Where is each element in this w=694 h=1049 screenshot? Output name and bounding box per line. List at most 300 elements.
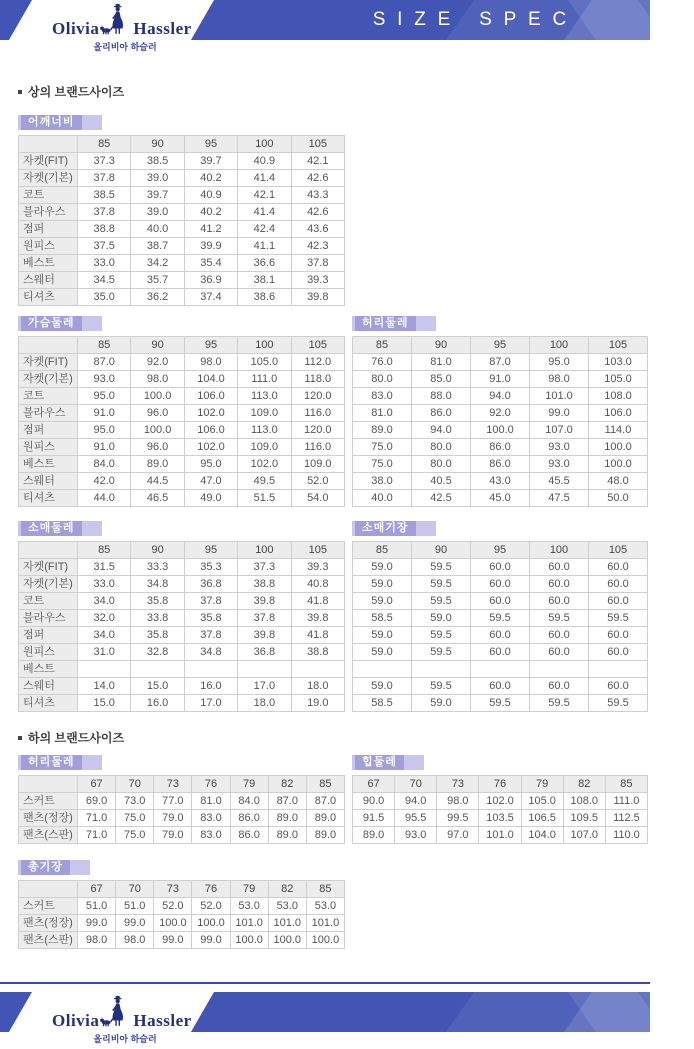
size-value-cell: 101.0 (306, 915, 344, 932)
size-column-header: 73 (154, 881, 192, 898)
section-title-text: 상의 브랜드사이즈 (28, 85, 125, 99)
brand-name-left: Olivia (52, 1011, 100, 1030)
corner-cell (19, 542, 78, 559)
size-value-cell: 42.5 (412, 490, 471, 507)
row-label: 베스트 (19, 661, 78, 678)
size-value-cell: 105.0 (521, 793, 563, 810)
size-value-cell: 91.5 (353, 810, 395, 827)
corner-cell (19, 337, 78, 354)
size-value-cell: 39.3 (291, 559, 344, 576)
size-value-cell: 85.0 (412, 371, 471, 388)
table-row (19, 559, 345, 576)
size-value-cell: 101.0 (530, 388, 589, 405)
size-value-cell: 49.0 (184, 490, 237, 507)
size-value-cell: 83.0 (192, 810, 230, 827)
size-value-cell: 84.0 (230, 793, 268, 810)
table-row (353, 661, 648, 678)
size-value-cell: 103.5 (479, 810, 521, 827)
table-row (353, 610, 648, 627)
size-value-cell: 89.0 (353, 827, 395, 844)
table-row (19, 490, 345, 507)
size-value-cell: 41.2 (184, 221, 237, 238)
row-label: 자켓(FIT) (19, 559, 78, 576)
size-value-cell: 14.0 (78, 678, 131, 695)
size-value-cell: 38.8 (78, 221, 131, 238)
size-value-cell: 102.0 (238, 456, 291, 473)
sleeve-length-block (352, 521, 648, 712)
row-label: 베스트 (19, 456, 78, 473)
tag-accent (70, 860, 90, 875)
table-row (19, 793, 345, 810)
size-value-cell: 41.4 (238, 170, 291, 187)
table-row (353, 593, 648, 610)
size-value-cell: 95.0 (78, 388, 131, 405)
tag-accent (416, 521, 436, 536)
row-label: 스웨터 (19, 678, 78, 695)
size-value-cell: 120.0 (291, 388, 344, 405)
table-row (353, 576, 648, 593)
size-column-header: 100 (238, 542, 291, 559)
row-label: 팬츠(스판) (19, 932, 78, 949)
size-value-cell: 109.0 (238, 439, 291, 456)
corner-cell (19, 136, 78, 153)
size-value-cell: 99.0 (116, 915, 154, 932)
waist-bottom-block (18, 755, 345, 844)
size-value-cell: 60.0 (589, 593, 648, 610)
size-value-cell: 40.2 (184, 170, 237, 187)
size-value-cell: 42.6 (291, 170, 344, 187)
size-value-cell: 36.9 (184, 272, 237, 289)
size-value-cell: 59.0 (353, 644, 412, 661)
size-value-cell: 116.0 (291, 439, 344, 456)
row-label: 팬츠(정장) (19, 915, 78, 932)
size-value-cell: 53.0 (230, 898, 268, 915)
table-row (19, 898, 345, 915)
size-value-cell: 46.5 (131, 490, 184, 507)
table-tag-waist-top (352, 316, 436, 331)
size-column-header: 90 (412, 542, 471, 559)
size-value-cell: 75.0 (116, 810, 154, 827)
size-value-cell: 89.0 (268, 827, 306, 844)
size-column-header: 90 (131, 542, 184, 559)
size-value-cell: 47.5 (530, 490, 589, 507)
tag-label: 총기장 (21, 860, 70, 875)
size-value-cell: 110.0 (605, 827, 647, 844)
table-header-row (353, 776, 648, 793)
size-value-cell: 33.0 (78, 576, 131, 593)
size-column-header: 82 (268, 776, 306, 793)
brand-logo (52, 2, 192, 38)
size-value-cell: 88.0 (412, 388, 471, 405)
size-value-cell: 98.0 (78, 932, 116, 949)
tag-label: 소매기장 (355, 521, 416, 536)
size-value-cell: 60.0 (471, 593, 530, 610)
size-column-header: 67 (78, 776, 116, 793)
size-value-cell: 37.8 (184, 627, 237, 644)
size-value-cell: 60.0 (471, 678, 530, 695)
row-label: 코트 (19, 388, 78, 405)
size-value-cell: 79.0 (154, 810, 192, 827)
table-row (19, 593, 345, 610)
size-value-cell: 18.0 (238, 695, 291, 712)
size-value-cell: 49.5 (238, 473, 291, 490)
size-column-header: 82 (563, 776, 605, 793)
tag-label: 소매둘레 (21, 521, 82, 536)
size-value-cell: 118.0 (291, 371, 344, 388)
size-value-cell: 38.5 (131, 153, 184, 170)
size-value-cell: 59.5 (412, 576, 471, 593)
table-row (19, 456, 345, 473)
shoulder-width-block (18, 115, 345, 306)
size-value-cell: 51.5 (238, 490, 291, 507)
size-value-cell: 34.8 (131, 576, 184, 593)
section-title-top (18, 83, 650, 100)
size-value-cell: 35.3 (184, 559, 237, 576)
size-value-cell: 94.0 (471, 388, 530, 405)
table-row (19, 405, 345, 422)
size-column-header: 90 (131, 136, 184, 153)
size-value-cell: 91.0 (78, 439, 131, 456)
row-label: 점퍼 (19, 221, 78, 238)
table-row (19, 153, 345, 170)
size-value-cell: 96.0 (131, 405, 184, 422)
shoulder-width-table (18, 135, 345, 306)
size-value-cell: 59.0 (353, 576, 412, 593)
table-row (353, 490, 648, 507)
size-value-cell: 60.0 (530, 627, 589, 644)
size-column-header: 95 (471, 542, 530, 559)
size-value-cell: 36.8 (238, 644, 291, 661)
size-value-cell: 103.0 (589, 354, 648, 371)
size-value-cell: 91.0 (78, 405, 131, 422)
size-value-cell: 98.0 (437, 793, 479, 810)
table-row (19, 932, 345, 949)
page-title: SIZE SPEC (372, 9, 578, 30)
spec-table (18, 880, 345, 949)
chest-block (18, 316, 345, 507)
size-column-header: 76 (192, 881, 230, 898)
size-value-cell: 51.0 (116, 898, 154, 915)
size-column-header: 70 (395, 776, 437, 793)
table-row (19, 610, 345, 627)
chest-table (18, 336, 345, 507)
size-column-header: 105 (291, 136, 344, 153)
table-row (19, 915, 345, 932)
table-tag-hip (352, 755, 424, 770)
tag-label: 힙둘레 (355, 755, 404, 770)
size-value-cell: 59.0 (353, 559, 412, 576)
size-value-cell: 42.4 (238, 221, 291, 238)
size-value-cell: 112.0 (291, 354, 344, 371)
size-column-header: 95 (184, 542, 237, 559)
size-value-cell: 107.0 (563, 827, 605, 844)
row-label: 자켓(기본) (19, 371, 78, 388)
size-value-cell: 59.5 (412, 678, 471, 695)
size-value-cell (471, 661, 530, 678)
size-value-cell: 106.0 (184, 388, 237, 405)
size-column-header: 100 (530, 337, 589, 354)
size-value-cell: 100.0 (268, 932, 306, 949)
size-value-cell: 34.0 (78, 593, 131, 610)
row-label: 코트 (19, 593, 78, 610)
size-value-cell: 60.0 (471, 559, 530, 576)
row-label: 점퍼 (19, 627, 78, 644)
row-label: 원피스 (19, 238, 78, 255)
table-row (353, 473, 648, 490)
square-bullet-icon (18, 736, 22, 740)
size-value-cell: 95.0 (184, 456, 237, 473)
size-value-cell: 52.0 (291, 473, 344, 490)
size-value-cell: 80.0 (412, 439, 471, 456)
size-value-cell: 113.0 (238, 388, 291, 405)
size-value-cell (412, 661, 471, 678)
size-value-cell: 51.0 (78, 898, 116, 915)
row-label: 스커트 (19, 898, 78, 915)
size-value-cell: 37.8 (184, 593, 237, 610)
size-value-cell: 36.8 (184, 576, 237, 593)
size-column-header: 95 (471, 337, 530, 354)
size-value-cell: 99.0 (192, 932, 230, 949)
tag-accent (82, 316, 102, 331)
size-value-cell (530, 661, 589, 678)
size-value-cell: 39.7 (184, 153, 237, 170)
size-value-cell: 41.8 (291, 627, 344, 644)
size-value-cell: 59.5 (589, 695, 648, 712)
size-value-cell: 36.6 (238, 255, 291, 272)
size-value-cell: 83.0 (192, 827, 230, 844)
size-column-header: 90 (412, 337, 471, 354)
waist-top-table (352, 336, 648, 507)
size-value-cell: 59.0 (412, 610, 471, 627)
size-column-header: 85 (306, 881, 344, 898)
size-value-cell: 87.0 (78, 354, 131, 371)
size-value-cell: 42.1 (238, 187, 291, 204)
size-value-cell: 99.0 (78, 915, 116, 932)
size-value-cell: 59.5 (471, 610, 530, 627)
size-value-cell: 38.5 (78, 187, 131, 204)
size-column-header: 85 (306, 776, 344, 793)
size-value-cell: 40.0 (131, 221, 184, 238)
size-value-cell: 104.0 (184, 371, 237, 388)
size-value-cell: 98.0 (530, 371, 589, 388)
size-value-cell: 47.0 (184, 473, 237, 490)
size-value-cell: 40.8 (291, 576, 344, 593)
brand-name-korean: 올리비아 하슬러 (93, 42, 157, 52)
row-label: 원피스 (19, 439, 78, 456)
size-value-cell: 16.0 (131, 695, 184, 712)
table-row (353, 695, 648, 712)
size-value-cell: 53.0 (268, 898, 306, 915)
table-row (19, 422, 345, 439)
row-label: 자켓(FIT) (19, 153, 78, 170)
size-column-header: 70 (116, 881, 154, 898)
table-row (353, 827, 648, 844)
tag-accent (82, 521, 102, 536)
size-value-cell: 87.0 (306, 793, 344, 810)
size-value-cell: 105.0 (589, 371, 648, 388)
table-row (19, 371, 345, 388)
row-label: 티셔츠 (19, 289, 78, 306)
size-value-cell: 60.0 (589, 627, 648, 644)
size-value-cell: 60.0 (471, 576, 530, 593)
table-row (19, 255, 345, 272)
row-label: 블라우스 (19, 610, 78, 627)
size-value-cell: 79.0 (154, 827, 192, 844)
size-value-cell (131, 661, 184, 678)
size-value-cell (238, 661, 291, 678)
size-column-header: 100 (238, 136, 291, 153)
size-value-cell (78, 661, 131, 678)
size-column-header: 100 (530, 542, 589, 559)
size-value-cell: 50.0 (589, 490, 648, 507)
size-value-cell: 60.0 (471, 644, 530, 661)
size-value-cell: 35.7 (131, 272, 184, 289)
size-value-cell: 60.0 (589, 644, 648, 661)
size-value-cell: 43.0 (471, 473, 530, 490)
size-value-cell (184, 661, 237, 678)
section-title-text: 하의 브랜드사이즈 (28, 731, 125, 745)
size-value-cell: 89.0 (268, 810, 306, 827)
table-header-row (19, 136, 345, 153)
table-row (353, 559, 648, 576)
size-value-cell: 100.0 (154, 915, 192, 932)
row-label: 스커트 (19, 793, 78, 810)
size-column-header: 67 (353, 776, 395, 793)
table-row (353, 371, 648, 388)
size-value-cell: 86.0 (230, 810, 268, 827)
size-value-cell: 101.0 (268, 915, 306, 932)
size-value-cell: 100.0 (589, 439, 648, 456)
hip-table (352, 775, 648, 844)
size-value-cell: 41.4 (238, 204, 291, 221)
size-value-cell: 37.3 (78, 153, 131, 170)
table-row (19, 627, 345, 644)
size-value-cell: 99.0 (154, 932, 192, 949)
size-value-cell: 48.0 (589, 473, 648, 490)
table-row (353, 388, 648, 405)
brand-logo (52, 994, 192, 1030)
size-column-header: 79 (230, 776, 268, 793)
size-value-cell: 59.5 (412, 559, 471, 576)
tag-label: 허리둘레 (21, 755, 82, 770)
table-row (19, 272, 345, 289)
size-column-header: 85 (353, 542, 412, 559)
size-value-cell: 38.1 (238, 272, 291, 289)
size-value-cell: 32.8 (131, 644, 184, 661)
tag-label: 허리둘레 (355, 316, 416, 331)
size-value-cell: 100.0 (471, 422, 530, 439)
table-row (19, 204, 345, 221)
size-value-cell: 98.0 (116, 932, 154, 949)
size-value-cell: 105.0 (238, 354, 291, 371)
size-value-cell: 39.9 (184, 238, 237, 255)
size-value-cell: 52.0 (154, 898, 192, 915)
size-value-cell: 59.5 (412, 627, 471, 644)
size-value-cell: 39.0 (131, 204, 184, 221)
size-value-cell: 37.8 (238, 610, 291, 627)
size-value-cell: 40.0 (353, 490, 412, 507)
size-value-cell: 86.0 (471, 456, 530, 473)
size-value-cell: 114.0 (589, 422, 648, 439)
size-value-cell: 116.0 (291, 405, 344, 422)
size-value-cell: 43.6 (291, 221, 344, 238)
size-value-cell: 37.3 (238, 559, 291, 576)
size-value-cell: 15.0 (78, 695, 131, 712)
size-value-cell: 89.0 (306, 810, 344, 827)
size-column-header: 95 (184, 337, 237, 354)
size-value-cell: 107.0 (530, 422, 589, 439)
size-value-cell: 17.0 (238, 678, 291, 695)
size-value-cell: 31.5 (78, 559, 131, 576)
size-value-cell: 84.0 (78, 456, 131, 473)
spec-table (18, 775, 345, 844)
table-tag-chest (18, 316, 102, 331)
tag-accent (416, 316, 436, 331)
table-row (19, 187, 345, 204)
size-value-cell: 59.0 (412, 695, 471, 712)
sleeve-width-block (18, 521, 345, 712)
row-label: 코트 (19, 187, 78, 204)
table-header-row (19, 881, 345, 898)
chest-waist-row (18, 316, 650, 507)
size-value-cell: 76.0 (353, 354, 412, 371)
size-value-cell: 111.0 (238, 371, 291, 388)
size-value-cell: 89.0 (353, 422, 412, 439)
size-value-cell: 39.8 (238, 593, 291, 610)
table-row (19, 289, 345, 306)
size-value-cell: 59.5 (412, 644, 471, 661)
size-value-cell: 77.0 (154, 793, 192, 810)
size-column-header: 85 (78, 542, 131, 559)
spec-table (352, 541, 648, 712)
row-label: 점퍼 (19, 422, 78, 439)
size-value-cell: 36.2 (131, 289, 184, 306)
size-value-cell: 97.0 (437, 827, 479, 844)
table-header-row (19, 542, 345, 559)
size-value-cell: 100.0 (192, 915, 230, 932)
size-value-cell: 37.4 (184, 289, 237, 306)
size-value-cell: 41.8 (291, 593, 344, 610)
row-label: 블라우스 (19, 204, 78, 221)
size-value-cell: 38.6 (238, 289, 291, 306)
table-tag-sleeve-width (18, 521, 102, 536)
table-row (19, 473, 345, 490)
table-row (19, 388, 345, 405)
size-value-cell: 35.8 (131, 593, 184, 610)
size-value-cell: 106.0 (184, 422, 237, 439)
size-value-cell: 32.0 (78, 610, 131, 627)
size-value-cell: 69.0 (78, 793, 116, 810)
size-value-cell: 75.0 (353, 439, 412, 456)
size-value-cell: 19.0 (291, 695, 344, 712)
size-value-cell: 35.4 (184, 255, 237, 272)
row-label: 자켓(기본) (19, 576, 78, 593)
size-value-cell: 102.0 (184, 439, 237, 456)
waist-hip-row (18, 755, 650, 844)
size-value-cell: 104.0 (521, 827, 563, 844)
size-column-header: 105 (291, 337, 344, 354)
table-tag-shoulder (18, 115, 102, 130)
size-column-header: 76 (479, 776, 521, 793)
size-value-cell: 81.0 (192, 793, 230, 810)
table-header-row (353, 337, 648, 354)
brand-name-right: Hassler (133, 1011, 192, 1030)
size-value-cell: 15.0 (131, 678, 184, 695)
size-value-cell: 42.3 (291, 238, 344, 255)
size-value-cell: 86.0 (471, 439, 530, 456)
table-row (19, 170, 345, 187)
table-row (19, 827, 345, 844)
